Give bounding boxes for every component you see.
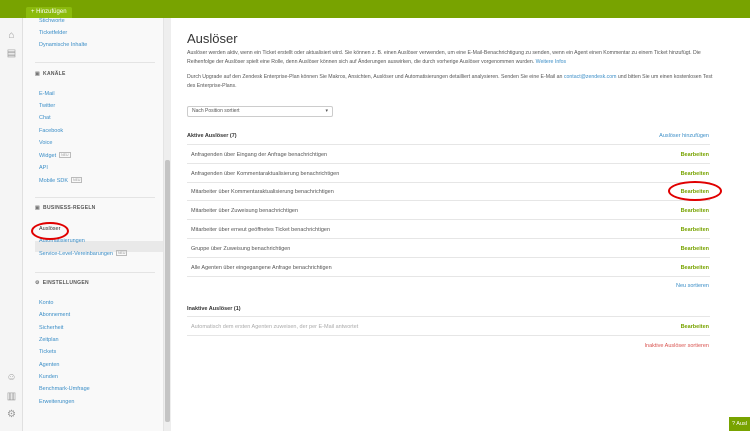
new-badge: NEU: [61, 153, 69, 157]
sidebar-item-chat[interactable]: Chat: [39, 115, 51, 121]
sidebar-item-security[interactable]: Sicherheit: [39, 325, 64, 331]
sidebar-item-widget[interactable]: Widget NEU: [39, 153, 69, 159]
top-bar: [0, 0, 750, 18]
edit-link[interactable]: Bearbeiten: [680, 265, 709, 271]
user-icon[interactable]: ☺: [6, 372, 17, 383]
sidebar-item-agents[interactable]: Agenten: [39, 362, 60, 368]
sidebar-item-tags[interactable]: Stichworte: [39, 18, 65, 24]
edit-link[interactable]: Bearbeiten: [680, 171, 709, 177]
sidebar-item-tickets[interactable]: Tickets: [39, 349, 57, 355]
inactive-triggers-title: Inaktive Auslöser (1): [187, 306, 241, 312]
chevron-down-icon: ▾: [325, 108, 328, 114]
add-trigger-link[interactable]: Auslöser hinzufügen: [659, 133, 709, 139]
sidebar-item-benchmark-survey[interactable]: Benchmark-Umfrage: [39, 386, 90, 392]
add-button[interactable]: + Hinzufügen: [26, 7, 72, 18]
edit-link[interactable]: Bearbeiten: [680, 208, 709, 214]
contact-email-link[interactable]: contact@zendesk.com: [563, 74, 617, 80]
admin-sidebar: [23, 18, 164, 431]
new-badge: NEU: [118, 251, 126, 255]
trigger-row-label[interactable]: Gruppe über Zuweisung benachrichtigen: [191, 246, 291, 252]
edit-link[interactable]: Bearbeiten: [680, 152, 709, 158]
sidebar-item-facebook[interactable]: Facebook: [39, 128, 64, 134]
page-title: Auslöser: [187, 31, 238, 46]
channels-icon: ▣: [35, 71, 41, 77]
sidebar-item-ticket-fields[interactable]: Ticketfelder: [39, 30, 68, 36]
sidebar-item-email[interactable]: E-Mail: [39, 91, 55, 97]
edit-link[interactable]: Bearbeiten: [680, 246, 709, 252]
trigger-row-label[interactable]: Mitarbeiter über Zuweisung benachrichtigen: [191, 208, 299, 214]
divider: [187, 144, 710, 145]
divider: [187, 163, 710, 164]
sidebar-item-sla[interactable]: Service-Level-Vereinbarungen NEU: [39, 251, 126, 257]
help-button[interactable]: ? Ausl: [729, 417, 750, 431]
sidebar-item-voice[interactable]: Voice: [39, 140, 53, 146]
trigger-row-label[interactable]: Anfragenden über Eingang der Anfrage benachrichtigen: [191, 152, 328, 158]
sidebar-item-mobile-sdk[interactable]: Mobile SDK NEU: [39, 178, 81, 184]
sidebar-item-subscription[interactable]: Abonnement: [39, 312, 71, 318]
divider: [187, 219, 710, 220]
sidebar-item-twitter[interactable]: Twitter: [39, 103, 56, 109]
business-rules-icon: ▣: [35, 205, 41, 211]
divider: [35, 272, 155, 273]
sidebar-item-api[interactable]: API: [39, 165, 48, 171]
divider: [187, 257, 710, 258]
business-rules-heading: ▣ BUSINESS-REGELN: [35, 205, 96, 211]
home-icon[interactable]: ⌂: [8, 30, 15, 41]
divider: [187, 276, 710, 277]
icon-rail: [0, 18, 23, 431]
trigger-row-label[interactable]: Anfragenden über Kommentaraktualisierung benachrichtigen: [191, 171, 340, 177]
divider: [187, 316, 710, 317]
edit-link[interactable]: Bearbeiten: [680, 227, 709, 233]
divider: [35, 62, 155, 63]
more-info-link[interactable]: Weitere Infos: [535, 58, 567, 65]
sidebar-item-extensions[interactable]: Erweiterungen: [39, 399, 75, 405]
description-upgrade: Durch Upgrade auf den Zendesk Enterprise-Plan können Sie Makros, Ansichten, Auslöser und Automatisierungen detailliert analysieren. Senden Sie eine E-Mail an contact@zendesk.com und bitten Sie um einen kostenlosen Test des Enterprise-Plans.: [187, 74, 713, 89]
resort-link[interactable]: Neu sortieren: [675, 283, 709, 289]
sidebar-item-triggers[interactable]: Auslöser: [39, 226, 61, 232]
sort-select[interactable]: Nach Position sortiert ▾: [187, 106, 333, 117]
trigger-row-label[interactable]: Mitarbeiter über erneut geöffnetes Ticket benachrichtigen: [191, 227, 331, 233]
active-triggers-title: Aktive Auslöser (7): [187, 133, 237, 139]
views-icon[interactable]: ▤: [6, 48, 17, 59]
trigger-row-label[interactable]: Mitarbeiter über Kommentaraktualisierung benachrichtigen: [191, 189, 334, 195]
sidebar-item-dynamic-content[interactable]: Dynamische Inhalte: [39, 42, 88, 48]
reports-icon[interactable]: ▥: [6, 391, 17, 402]
sort-inactive-link[interactable]: Inaktive Auslöser sortieren: [644, 343, 709, 349]
new-badge: NEU: [73, 178, 81, 182]
divider: [187, 200, 710, 201]
main-content: [171, 18, 750, 431]
edit-link[interactable]: Bearbeiten: [680, 189, 709, 195]
sidebar-item-customers[interactable]: Kunden: [39, 374, 58, 380]
divider: [35, 197, 155, 198]
divider: [187, 182, 710, 183]
edit-link[interactable]: Bearbeiten: [680, 324, 709, 330]
sidebar-item-schedule[interactable]: Zeitplan: [39, 337, 59, 343]
inactive-trigger-row-label[interactable]: Automatisch dem ersten Agenten zuweisen, der per E-Mail antwortet: [191, 324, 359, 330]
settings-heading: ⚙ EINSTELLUNGEN: [35, 280, 89, 286]
divider: [187, 335, 710, 336]
sidebar-scrollbar-thumb[interactable]: [165, 160, 170, 422]
description-intro: Auslöser werden aktiv, wenn ein Ticket erstellt oder aktualisiert wird. Sie können z. B. einen Auslöser verwenden, um eine E-Mail-Benachrichtigung zu senden, wenn ein Agent einen Kommentar zu einem Ticket hinzufügt. Die Reihenfolge der Auslöser spielt eine Rolle, denn Auslöser können sich auf Änderungen auswirken, die durch vorherige Auslöser vorgenommen wurden. Weitere Infos: [187, 50, 701, 65]
settings-gear-icon: ⚙: [35, 280, 40, 286]
sidebar-item-automations[interactable]: Automatisierungen: [39, 238, 85, 244]
trigger-row-label[interactable]: Alle Agenten über eingegangene Anfrage benachrichtigen: [191, 265, 332, 271]
channels-heading: ▣ KANÄLE: [35, 71, 66, 77]
admin-gear-icon[interactable]: ⚙: [7, 409, 16, 420]
divider: [187, 238, 710, 239]
sidebar-item-account[interactable]: Konto: [39, 300, 54, 306]
